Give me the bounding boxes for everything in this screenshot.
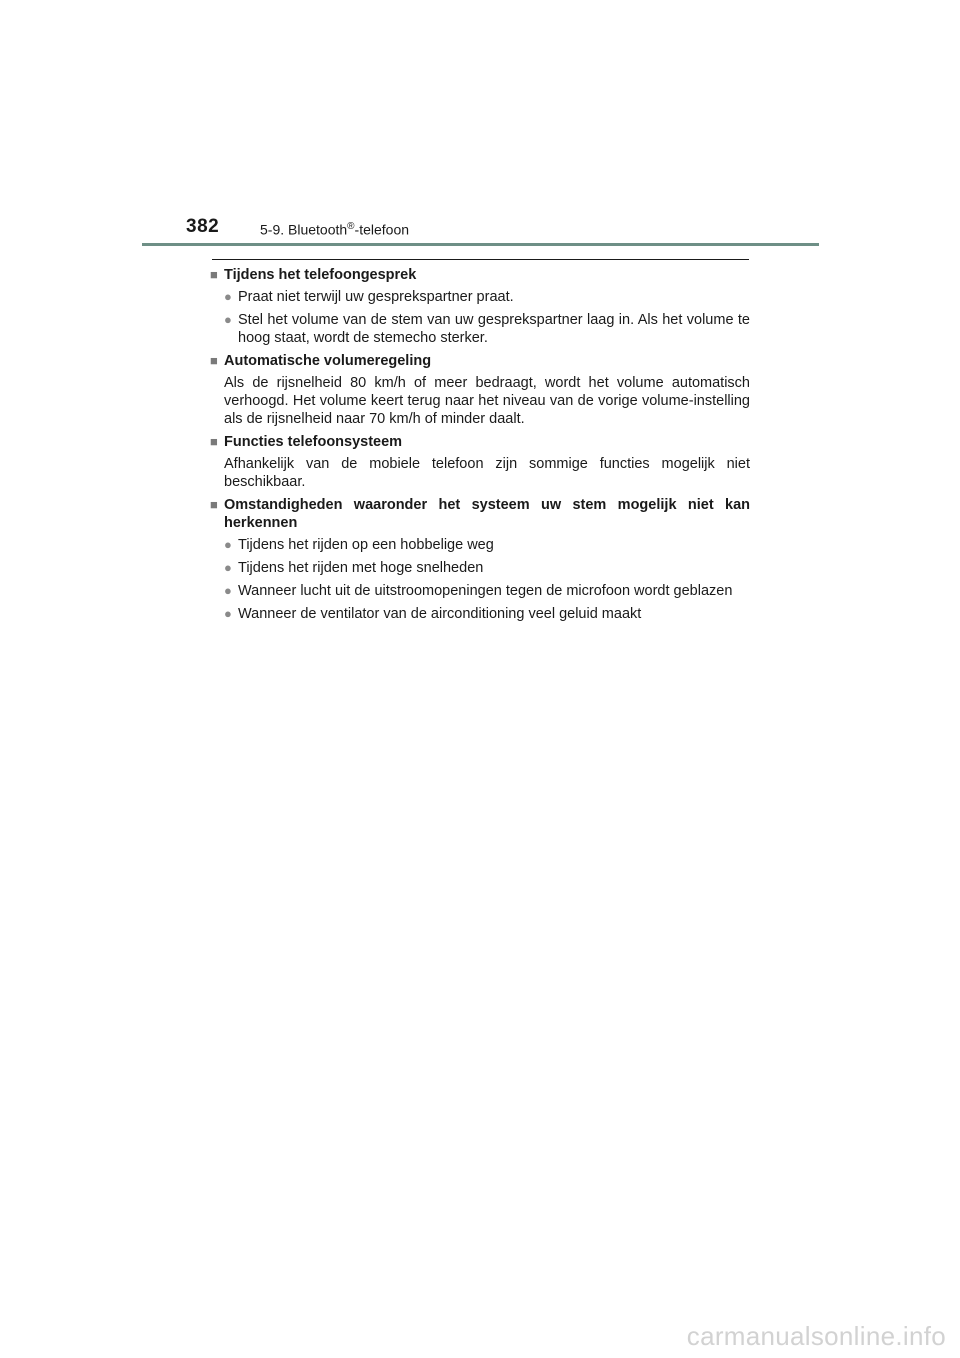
square-marker-icon: ■ [210, 497, 218, 512]
bullet-dot-icon: ● [224, 289, 232, 304]
main-content [210, 266, 750, 628]
section-title-suffix: -telefoon [354, 221, 410, 238]
square-marker-icon: ■ [210, 434, 218, 449]
bullet-dot-icon: ● [224, 606, 232, 621]
heading-text: Omstandigheden waaronder het systeem uw stem mogelijk niet kan herkennen [224, 497, 750, 531]
bullet-dot-icon: ● [224, 560, 232, 575]
square-marker-icon: ■ [210, 267, 218, 282]
watermark: carmanualsonline.info [686, 1321, 946, 1351]
section-during-call [210, 266, 750, 347]
list-item [224, 311, 750, 347]
paragraph: Als de rijsnelheid 80 km/h of meer bedraagt, wordt het volume automatisch verhoogd. Het volume keert terug naar het niveau van de vorige volume-instelling als de rijsnelheid naar 70 km/h of minder daalt. [224, 375, 750, 427]
section-auto-volume [210, 352, 750, 428]
list-item [224, 605, 750, 623]
section-title-prefix: 5-9. Bluetooth [260, 221, 348, 238]
bullet-dot-icon: ● [224, 583, 232, 598]
section-heading [210, 433, 750, 451]
list-item-text: Tijdens het rijden met hoge snelheden [238, 560, 484, 576]
list-item-text: Wanneer lucht uit de uitstroomopeningen tegen de microfoon wordt geblazen [238, 583, 733, 599]
section-phone-functions [210, 433, 750, 491]
section-title [260, 221, 409, 238]
section-voice-recognition [210, 496, 750, 623]
list-item [224, 536, 750, 554]
header-divider [142, 243, 819, 246]
section-heading [210, 352, 750, 370]
page-number: 382 [186, 216, 220, 237]
list-item-text: Tijdens het rijden op een hobbelige weg [238, 537, 494, 553]
heading-text: Tijdens het telefoongesprek [224, 267, 417, 283]
list-item-text: Praat niet terwijl uw gesprekspartner praat. [238, 289, 514, 305]
list-item [224, 288, 750, 306]
bullet-dot-icon: ● [224, 312, 232, 327]
list-item [224, 582, 750, 600]
heading-text: Functies telefoonsysteem [224, 434, 403, 450]
paragraph: Afhankelijk van de mobiele telefoon zijn sommige functies mogelijk niet beschikbaar. [224, 456, 750, 490]
registered-mark: ® [347, 221, 355, 232]
list-item [224, 559, 750, 577]
content-divider [212, 259, 749, 260]
section-heading [210, 266, 750, 284]
list-item-text: Stel het volume van de stem van uw gesprekspartner laag in. Als het volume te hoog staat, wordt de stemecho sterker. [238, 312, 750, 346]
square-marker-icon: ■ [210, 353, 218, 368]
heading-text: Automatische volumeregeling [224, 353, 432, 369]
section-heading [210, 496, 750, 532]
list-item-text: Wanneer de ventilator van de airconditioning veel geluid maakt [238, 606, 642, 622]
bullet-dot-icon: ● [224, 537, 232, 552]
